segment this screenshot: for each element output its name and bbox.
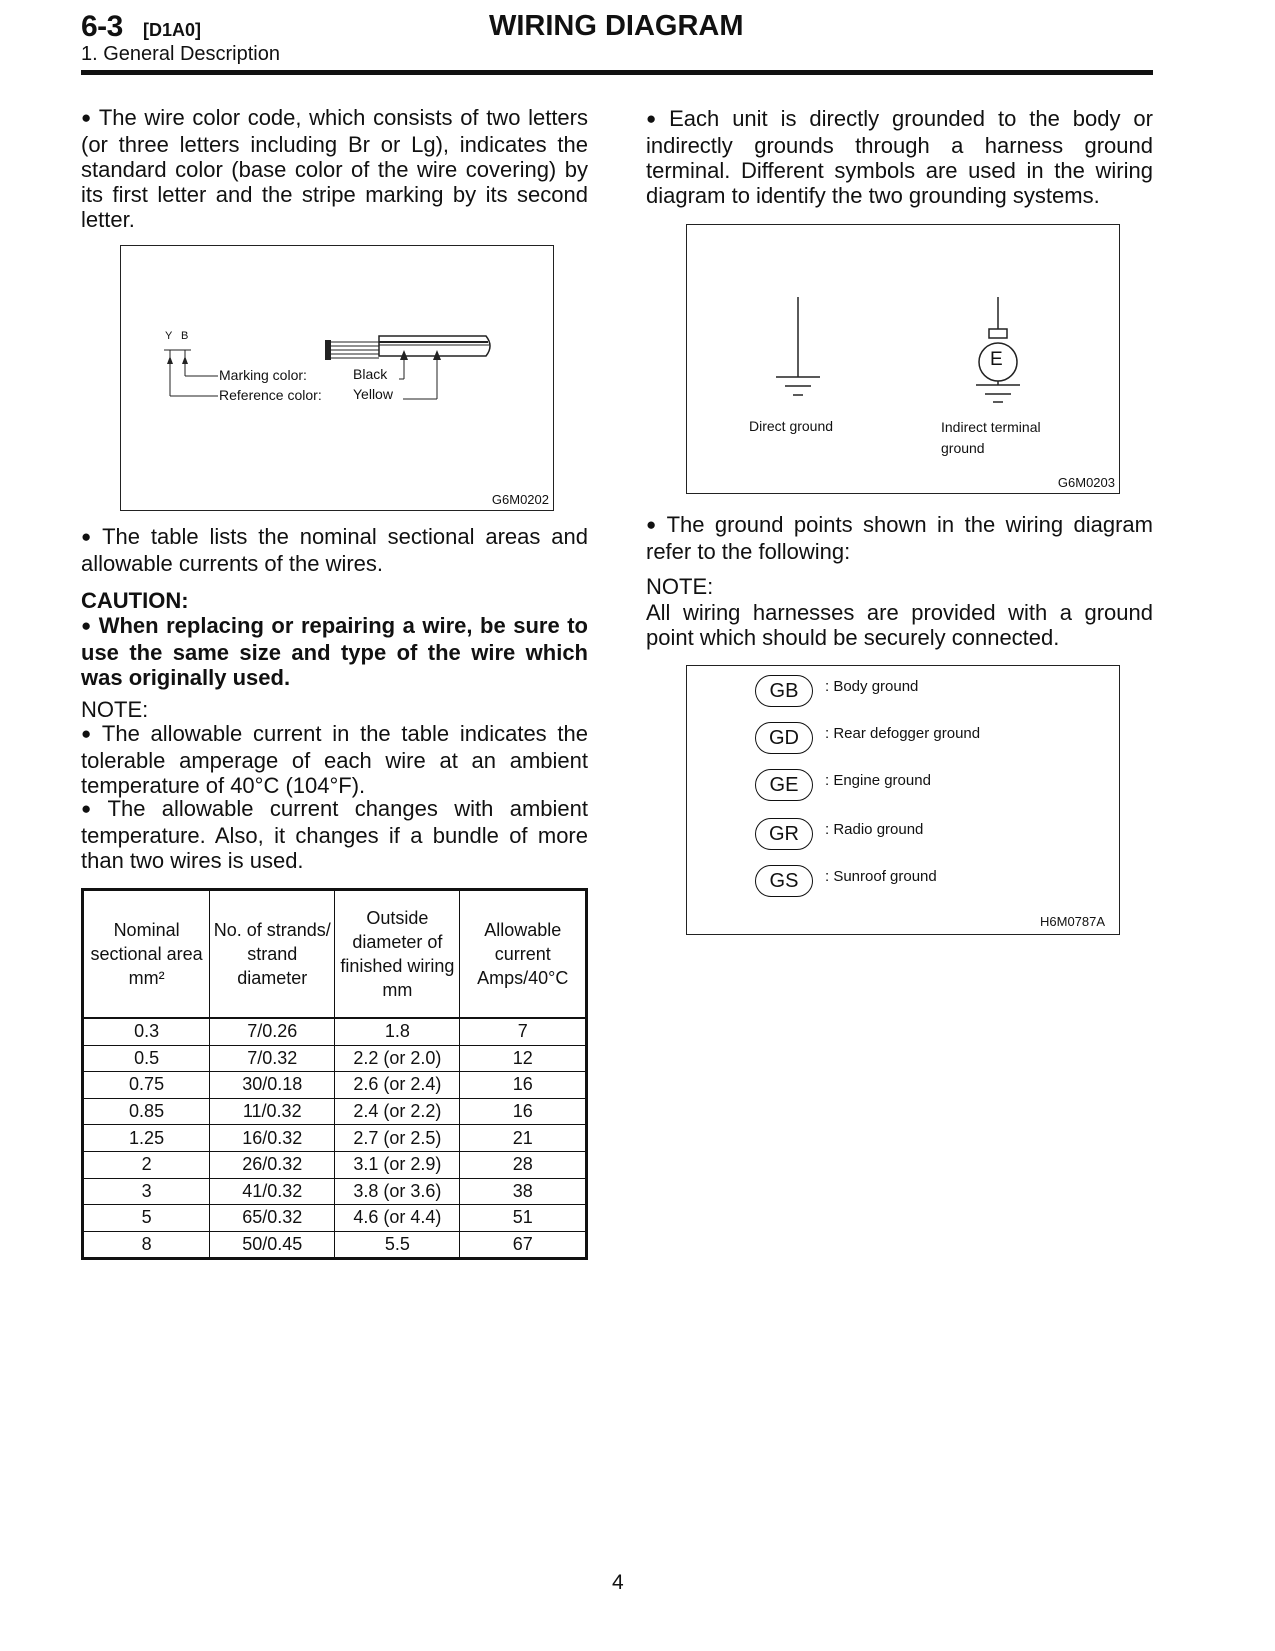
- ground-badge-radio: GR: [755, 818, 813, 850]
- direct-ground-label: Direct ground: [749, 418, 834, 434]
- table-cell: 28: [460, 1151, 587, 1178]
- table-cell: 12: [460, 1045, 587, 1072]
- ground-desc-sunroof: : Sunroof ground: [825, 868, 937, 885]
- bullet-icon: ●: [81, 616, 93, 635]
- table-cell: 51: [460, 1205, 587, 1232]
- table-cell: 41/0.32: [210, 1178, 335, 1205]
- page-title: WIRING DIAGRAM: [489, 10, 744, 42]
- table-cell: 7/0.26: [210, 1018, 335, 1045]
- table-cell: 2.4 (or 2.2): [335, 1098, 460, 1125]
- table-cell: 0.75: [83, 1072, 210, 1099]
- table-intro-paragraph: ● The table lists the nominal sectional areas and allowable currents of the wires.: [81, 524, 588, 576]
- table-header-cell: No. of strands/ strand diameter: [210, 890, 335, 1019]
- table-cell: 2.6 (or 2.4): [335, 1072, 460, 1099]
- table-cell: 1.8: [335, 1018, 460, 1045]
- marking-color-value: Black: [353, 366, 388, 382]
- wire-color-figure: [120, 245, 554, 511]
- note-paragraph-2: ● The allowable current changes with ambient temperature. Also, it changes if a bundle of more than two wires is used.: [81, 796, 588, 873]
- table-cell: 1.25: [83, 1125, 210, 1152]
- figure-code: G6M0202: [491, 492, 549, 507]
- grounding-paragraph: ● Each unit is directly grounded to the body or indirectly grounds through a harness ground terminal. Different symbols are used in the wiring diagram to identify the two grounding systems.: [646, 106, 1153, 208]
- table-cell: 0.5: [83, 1045, 210, 1072]
- table-cell: 5: [83, 1205, 210, 1232]
- table-cell: 26/0.32: [210, 1151, 335, 1178]
- reference-color-value: Yellow: [353, 386, 393, 402]
- table-row: [83, 1125, 587, 1152]
- direct-ground-icon: [776, 297, 820, 395]
- table-cell: 3.8 (or 3.6): [335, 1178, 460, 1205]
- note-title: NOTE:: [81, 697, 149, 722]
- table-header-cell: Nominal sectional area mm²: [83, 890, 210, 1019]
- table-header-cell: Outside diameter of finished wiring mm: [335, 890, 460, 1019]
- table-cell: 16/0.32: [210, 1125, 335, 1152]
- bullet-icon: ●: [81, 108, 93, 127]
- table-cell: 2.7 (or 2.5): [335, 1125, 460, 1152]
- table-cell: 21: [460, 1125, 587, 1152]
- table-cell: 4.6 (or 4.4): [335, 1205, 460, 1232]
- table-cell: 38: [460, 1178, 587, 1205]
- table-cell: 2: [83, 1151, 210, 1178]
- bullet-icon: ●: [646, 515, 661, 534]
- figure-code: H6M0787A: [1040, 914, 1106, 929]
- table-cell: 50/0.45: [210, 1231, 335, 1259]
- marking-letter: B: [181, 330, 189, 342]
- wire-illustration: [121, 246, 555, 512]
- table-cell: 5.5: [335, 1231, 460, 1259]
- table-cell: 16: [460, 1098, 587, 1125]
- table-cell: 67: [460, 1231, 587, 1259]
- table-cell: 0.85: [83, 1098, 210, 1125]
- ground-badge-sunroof: GS: [755, 865, 813, 897]
- figure-code: G6M0203: [1057, 475, 1115, 490]
- ground-legend-figure: [686, 665, 1120, 935]
- caution-title: CAUTION:: [81, 588, 189, 613]
- table-cell: 8: [83, 1231, 210, 1259]
- ground-desc-engine: : Engine ground: [825, 772, 931, 789]
- reference-letter: Y: [165, 330, 173, 342]
- bullet-icon: ●: [81, 799, 102, 818]
- table-cell: 7: [460, 1018, 587, 1045]
- table-cell: 0.3: [83, 1018, 210, 1045]
- ground-badge-body: GB: [755, 675, 813, 707]
- page-subtitle: 1. General Description: [81, 43, 280, 65]
- reference-color-label: Reference color:: [219, 387, 322, 403]
- page-number: 4: [612, 1571, 624, 1594]
- section-number: 6-3: [81, 10, 123, 43]
- bullet-icon: ●: [646, 109, 664, 128]
- indirect-ground-label-line2: ground: [941, 440, 985, 456]
- ground-badge-rear-defogger: GD: [755, 722, 813, 754]
- ground-symbol-figure: [686, 224, 1120, 494]
- table-header-row: [83, 890, 587, 1019]
- ground-desc-body: : Body ground: [825, 678, 919, 695]
- terminal-letter: E: [990, 349, 1003, 370]
- caution-text: ● When replacing or repairing a wire, be sure to use the same size and type of the wire which was originally used.: [81, 613, 588, 690]
- table-cell: 65/0.32: [210, 1205, 335, 1232]
- table-header-cell: Allowable current Amps/40°C: [460, 890, 587, 1019]
- note-title: NOTE:: [646, 574, 714, 599]
- table-row: [83, 1231, 587, 1259]
- table-row: [83, 1072, 587, 1099]
- ground-points-paragraph: ● The ground points shown in the wiring diagram refer to the following:: [646, 512, 1153, 564]
- ground-badge-engine: GE: [755, 769, 813, 801]
- table-cell: 3: [83, 1178, 210, 1205]
- table-cell: 11/0.32: [210, 1098, 335, 1125]
- table-row: [83, 1098, 587, 1125]
- wire-spec-table: [81, 888, 588, 1260]
- table-row: [83, 1018, 587, 1045]
- table-cell: 7/0.32: [210, 1045, 335, 1072]
- table-cell: 3.1 (or 2.9): [335, 1151, 460, 1178]
- table-cell: 16: [460, 1072, 587, 1099]
- marking-color-label: Marking color:: [219, 367, 307, 383]
- ground-symbols: [687, 225, 1121, 495]
- bullet-icon: ●: [81, 724, 96, 743]
- note-paragraph-1: ● The allowable current in the table indicates the tolerable amperage of each wire at an ambient temperature of 40°C (104°F).: [81, 721, 588, 798]
- table-row: [83, 1178, 587, 1205]
- table-row: [83, 1205, 587, 1232]
- bullet-icon: ●: [81, 527, 97, 546]
- indirect-ground-label-line1: Indirect terminal: [941, 419, 1041, 435]
- header-rule: [81, 70, 1153, 75]
- section-code: [D1A0]: [143, 20, 202, 40]
- table-cell: 30/0.18: [210, 1072, 335, 1099]
- note-paragraph: All wiring harnesses are provided with a ground point which should be securely connected.: [646, 600, 1153, 650]
- ground-desc-rear-defogger: : Rear defogger ground: [825, 725, 981, 742]
- table-row: [83, 1151, 587, 1178]
- ground-desc-radio: : Radio ground: [825, 821, 924, 838]
- wire-color-paragraph: ● The wire color code, which consists of two letters (or three letters including Br or Lg), indicates the standard color (base color of the wire covering) by its first letter and the stripe marking by its second letter.: [81, 105, 588, 232]
- table-cell: 2.2 (or 2.0): [335, 1045, 460, 1072]
- table-row: [83, 1045, 587, 1072]
